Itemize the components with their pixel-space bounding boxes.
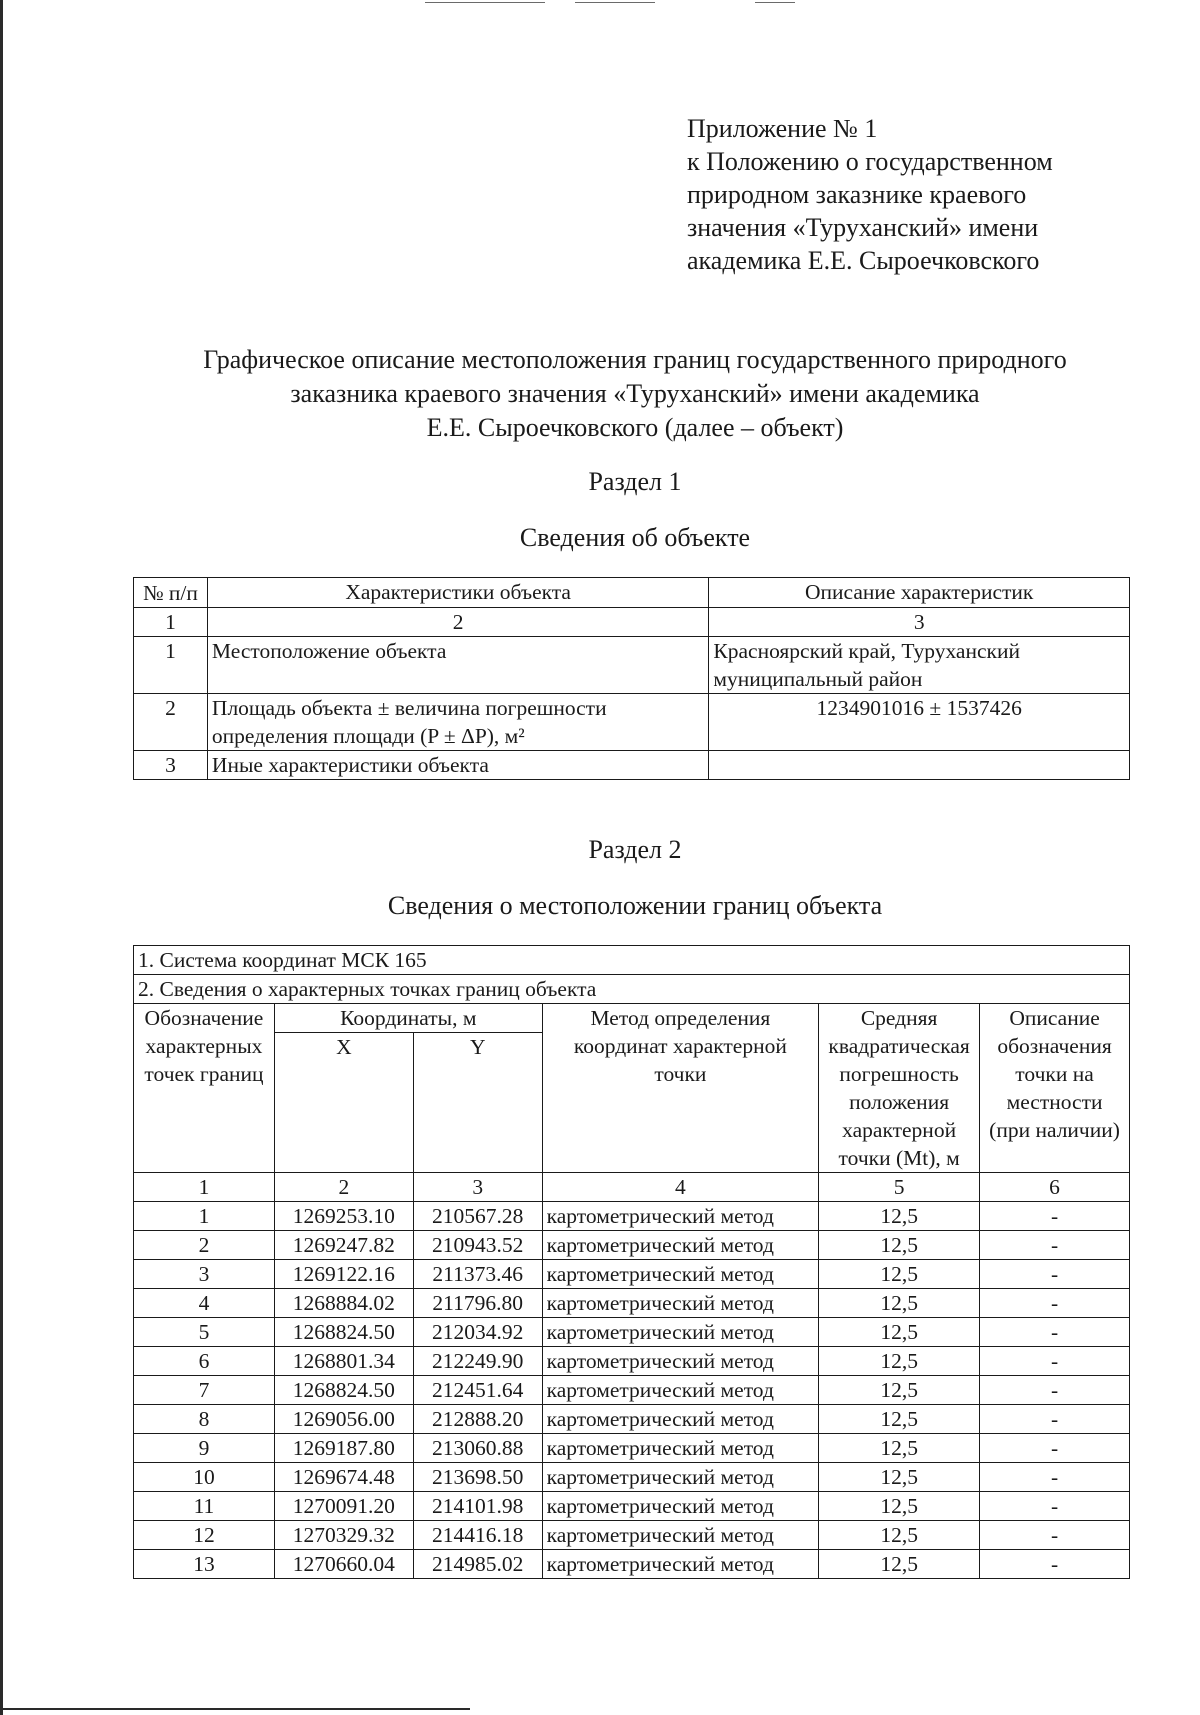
x-coordinate-cell: 1268801.34	[274, 1347, 413, 1376]
point-number-cell: 9	[134, 1434, 275, 1463]
header-designation: Обозначение характерных точек границ	[134, 1004, 275, 1173]
x-coordinate-cell: 1269122.16	[274, 1260, 413, 1289]
coordinate-system-row	[134, 946, 1130, 975]
section1-subheading: Сведения об объекте	[519, 523, 751, 552]
error-cell: 12,5	[819, 1202, 980, 1231]
table-row	[134, 1405, 1130, 1434]
header-cell: Описание характеристик	[709, 578, 1130, 608]
y-coordinate-cell: 212451.64	[413, 1376, 542, 1405]
y-coordinate-cell: 212249.90	[413, 1347, 542, 1376]
method-cell: картометрический метод	[542, 1463, 819, 1492]
description-cell: -	[980, 1318, 1130, 1347]
column-number-cell: 6	[980, 1173, 1130, 1202]
error-cell: 12,5	[819, 1492, 980, 1521]
appendix-block	[687, 112, 1167, 277]
header-cell: Характеристики объекта	[207, 578, 708, 608]
method-cell: картометрический метод	[542, 1318, 819, 1347]
header-coordinates: Координаты, м	[274, 1004, 542, 1033]
header-cell: № п/п	[134, 578, 208, 608]
y-coordinate-cell: 210943.52	[413, 1231, 542, 1260]
scan-edge-left	[0, 0, 3, 1715]
error-cell: 12,5	[819, 1289, 980, 1318]
table-row	[134, 1347, 1130, 1376]
points-title-row	[134, 975, 1130, 1004]
description-cell: -	[980, 1492, 1130, 1521]
description-cell: -	[980, 1347, 1130, 1376]
y-coordinate-cell: 214101.98	[413, 1492, 542, 1521]
point-number-cell: 5	[134, 1318, 275, 1347]
column-number-cell: 2	[274, 1173, 413, 1202]
description-cell: -	[980, 1376, 1130, 1405]
point-number-cell: 8	[134, 1405, 275, 1434]
points-title-cell: 2. Сведения о характерных точках границ объекта	[134, 975, 1130, 1004]
header-description: Описание обозначения точки на местности (при наличии)	[980, 1004, 1130, 1173]
description-cell: -	[980, 1202, 1130, 1231]
error-cell: 12,5	[819, 1434, 980, 1463]
x-coordinate-cell: 1269253.10	[274, 1202, 413, 1231]
appendix-line: к Положению о государственном	[687, 147, 1053, 176]
object-info-table	[133, 577, 1130, 780]
row-number-cell: 3	[134, 751, 208, 780]
y-coordinate-cell: 214416.18	[413, 1521, 542, 1550]
title-line: Графическое описание местоположения границ государственного природного	[203, 345, 1067, 374]
description-cell: Красноярский край, Туруханский муниципальный район	[709, 637, 1130, 694]
point-number-cell: 3	[134, 1260, 275, 1289]
point-number-cell: 13	[134, 1550, 275, 1579]
column-number-row	[134, 1173, 1130, 1202]
error-cell: 12,5	[819, 1347, 980, 1376]
appendix-line: значения «Туруханский» имени	[687, 213, 1039, 242]
header-method: Метод определения координат характерной точки	[542, 1004, 819, 1173]
method-cell: картометрический метод	[542, 1434, 819, 1463]
y-coordinate-cell: 211373.46	[413, 1260, 542, 1289]
error-cell: 12,5	[819, 1231, 980, 1260]
point-number-cell: 10	[134, 1463, 275, 1492]
description-cell	[709, 751, 1130, 780]
description-cell: -	[980, 1289, 1130, 1318]
row-number-cell: 1	[134, 637, 208, 694]
error-cell: 12,5	[819, 1521, 980, 1550]
section2-heading: Раздел 2	[588, 835, 682, 864]
description-cell: -	[980, 1550, 1130, 1579]
document-title	[120, 343, 1150, 445]
x-coordinate-cell: 1268824.50	[274, 1376, 413, 1405]
points-body	[134, 1202, 1130, 1579]
column-number-cell: 3	[709, 608, 1130, 637]
x-coordinate-cell: 1269056.00	[274, 1405, 413, 1434]
description-cell: -	[980, 1434, 1130, 1463]
x-coordinate-cell: 1269247.82	[274, 1231, 413, 1260]
table-row	[134, 1231, 1130, 1260]
boundary-points-table	[133, 945, 1130, 1579]
table-row	[134, 1550, 1130, 1579]
method-cell: картометрический метод	[542, 1550, 819, 1579]
method-cell: картометрический метод	[542, 1260, 819, 1289]
point-number-cell: 12	[134, 1521, 275, 1550]
y-coordinate-cell: 214985.02	[413, 1550, 542, 1579]
error-cell: 12,5	[819, 1550, 980, 1579]
header-x: X	[274, 1033, 413, 1173]
table-header-row	[134, 578, 1130, 608]
characteristic-cell: Местоположение объекта	[207, 637, 708, 694]
description-cell: -	[980, 1463, 1130, 1492]
method-cell: картометрический метод	[542, 1347, 819, 1376]
table-row	[134, 637, 1130, 694]
table-header-row	[134, 1004, 1130, 1033]
description-cell: -	[980, 1521, 1130, 1550]
header-y: Y	[413, 1033, 542, 1173]
appendix-line: природном заказнике краевого	[687, 180, 1027, 209]
y-coordinate-cell: 213060.88	[413, 1434, 542, 1463]
x-coordinate-cell: 1268824.50	[274, 1318, 413, 1347]
characteristic-cell: Площадь объекта ± величина погрешности определения площади (P ± ΔP), м²	[207, 694, 708, 751]
error-cell: 12,5	[819, 1318, 980, 1347]
error-cell: 12,5	[819, 1463, 980, 1492]
table-row	[134, 751, 1130, 780]
y-coordinate-cell: 212888.20	[413, 1405, 542, 1434]
table-row	[134, 694, 1130, 751]
x-coordinate-cell: 1270660.04	[274, 1550, 413, 1579]
y-coordinate-cell: 211796.80	[413, 1289, 542, 1318]
column-number-row	[134, 608, 1130, 637]
column-number-cell: 2	[207, 608, 708, 637]
y-coordinate-cell: 213698.50	[413, 1463, 542, 1492]
column-number-cell: 4	[542, 1173, 819, 1202]
x-coordinate-cell: 1268884.02	[274, 1289, 413, 1318]
point-number-cell: 4	[134, 1289, 275, 1318]
error-cell: 12,5	[819, 1260, 980, 1289]
scan-mark-top	[575, 2, 655, 3]
x-coordinate-cell: 1269674.48	[274, 1463, 413, 1492]
section2-subheading: Сведения о местоположении границ объекта	[387, 891, 883, 920]
method-cell: картометрический метод	[542, 1521, 819, 1550]
table-row	[134, 1289, 1130, 1318]
table-row	[134, 1260, 1130, 1289]
description-cell: -	[980, 1231, 1130, 1260]
column-number-cell: 1	[134, 1173, 275, 1202]
scan-mark-top	[425, 2, 545, 3]
table-row	[134, 1318, 1130, 1347]
y-coordinate-cell: 212034.92	[413, 1318, 542, 1347]
header-error: Средняя квадратическая погрешность положения характерной точки (Mt), м	[819, 1004, 980, 1173]
description-cell: 1234901016 ± 1537426	[709, 694, 1130, 751]
table-row	[134, 1463, 1130, 1492]
table-row	[134, 1434, 1130, 1463]
error-cell: 12,5	[819, 1405, 980, 1434]
y-coordinate-cell: 210567.28	[413, 1202, 542, 1231]
x-coordinate-cell: 1270329.32	[274, 1521, 413, 1550]
title-line: Е.Е. Сыроечковского (далее – объект)	[426, 413, 844, 442]
point-number-cell: 7	[134, 1376, 275, 1405]
method-cell: картометрический метод	[542, 1231, 819, 1260]
scan-edge-bottom	[0, 1708, 470, 1710]
table-row	[134, 1521, 1130, 1550]
table-row	[134, 1376, 1130, 1405]
coordinate-system-cell: 1. Система координат МСК 165	[134, 946, 1130, 975]
description-cell: -	[980, 1405, 1130, 1434]
table-row	[134, 1492, 1130, 1521]
point-number-cell: 2	[134, 1231, 275, 1260]
method-cell: картометрический метод	[542, 1405, 819, 1434]
title-line: заказника краевого значения «Туруханский» имени академика	[290, 379, 980, 408]
x-coordinate-cell: 1270091.20	[274, 1492, 413, 1521]
error-cell: 12,5	[819, 1376, 980, 1405]
characteristic-cell: Иные характеристики объекта	[207, 751, 708, 780]
point-number-cell: 6	[134, 1347, 275, 1376]
description-cell: -	[980, 1260, 1130, 1289]
method-cell: картометрический метод	[542, 1289, 819, 1318]
row-number-cell: 2	[134, 694, 208, 751]
column-number-cell: 1	[134, 608, 208, 637]
column-number-cell: 5	[819, 1173, 980, 1202]
x-coordinate-cell: 1269187.80	[274, 1434, 413, 1463]
appendix-line: Приложение № 1	[687, 114, 878, 143]
method-cell: картометрический метод	[542, 1202, 819, 1231]
section1-heading: Раздел 1	[588, 467, 682, 496]
column-number-cell: 3	[413, 1173, 542, 1202]
table-row	[134, 1202, 1130, 1231]
point-number-cell: 1	[134, 1202, 275, 1231]
appendix-line: академика Е.Е. Сыроечковского	[687, 246, 1040, 275]
method-cell: картометрический метод	[542, 1492, 819, 1521]
scan-mark-top	[755, 2, 795, 3]
method-cell: картометрический метод	[542, 1376, 819, 1405]
point-number-cell: 11	[134, 1492, 275, 1521]
